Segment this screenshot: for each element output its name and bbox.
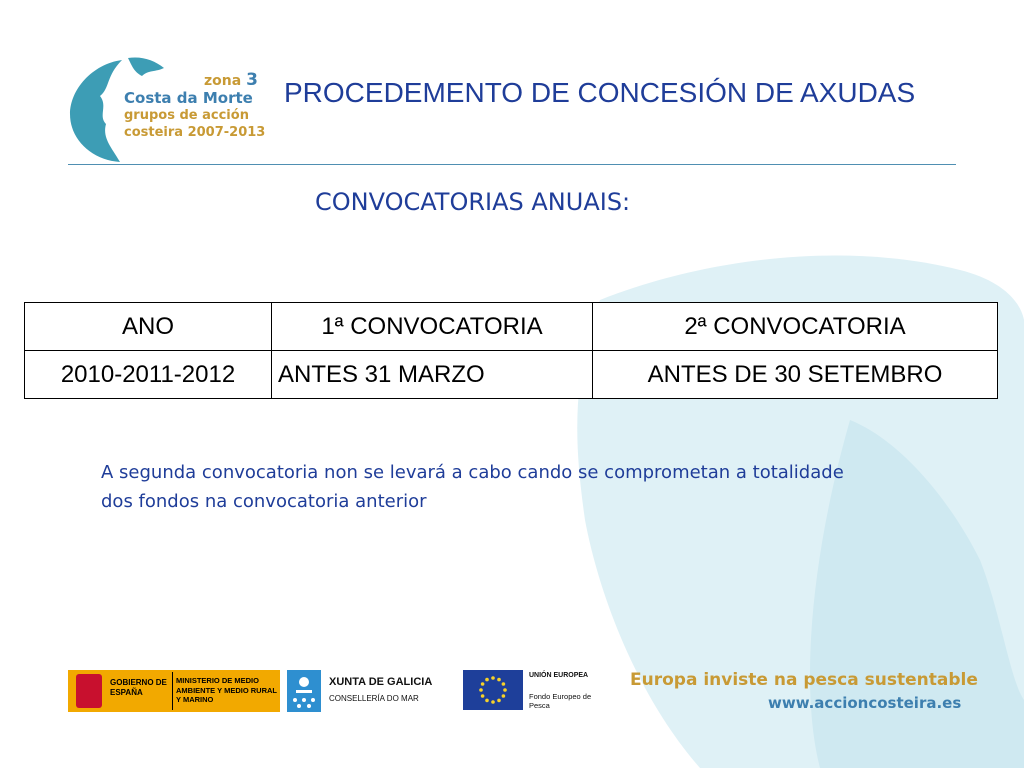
table-cell-first: ANTES 31 MARZO	[272, 351, 593, 399]
table-header-cell: 1ª CONVOCATORIA	[272, 303, 593, 351]
logo-grupos: grupos de acción	[124, 108, 249, 123]
header-divider	[68, 164, 956, 165]
website-link[interactable]: www.accioncosteira.es	[768, 694, 962, 712]
logo-costeira: costeira 2007-2013	[124, 125, 266, 140]
logo-separator	[172, 672, 173, 710]
eu-flag-icon	[463, 670, 523, 710]
logo-zone-number: 3	[246, 70, 258, 90]
convocatorias-table	[24, 302, 998, 399]
spain-coat-of-arms-icon	[76, 674, 102, 708]
eu-logo	[463, 670, 603, 712]
conselleria-label: CONSELLERÍA DO MAR	[329, 694, 419, 703]
logo-zona: zona	[204, 73, 242, 89]
page-title: PROCEDEMENTO DE CONCESIÓN DE AXUDAS	[284, 77, 916, 108]
logo-costa-da-morte: Costa da Morte	[124, 89, 253, 107]
gobierno-espana-logo	[68, 670, 280, 712]
slogan: Europa inviste na pesca sustentable	[630, 670, 978, 690]
note-text: A segunda convocatoria non se levará a cabo cando se comprometan a totalidade dos fondos na convocatoria anterior	[101, 462, 844, 512]
table-header-cell: 2ª CONVOCATORIA	[593, 303, 998, 351]
table-cell-year: 2010-2011-2012	[25, 351, 272, 399]
xunta-logo	[287, 670, 457, 712]
section-subtitle: CONVOCATORIAS ANUAIS:	[315, 188, 631, 216]
gobierno-label: GOBIERNO DE ESPAÑA	[110, 678, 167, 697]
table-row	[25, 351, 998, 399]
eu-fund-label: Fondo Europeo de Pesca	[529, 692, 592, 710]
xunta-label: XUNTA DE GALICIA	[329, 676, 433, 688]
table-cell-second: ANTES DE 30 SETEMBRO	[593, 351, 998, 399]
logo-text	[124, 72, 265, 141]
table-header-row	[25, 303, 998, 351]
table-header-cell: ANO	[25, 303, 272, 351]
eu-label: UNIÓN EUROPEA	[529, 672, 589, 679]
ministerio-label: MINISTERIO DE MEDIO AMBIENTE Y MEDIO RURAL Y MARINO	[176, 676, 277, 704]
galicia-crest-icon	[287, 670, 321, 712]
